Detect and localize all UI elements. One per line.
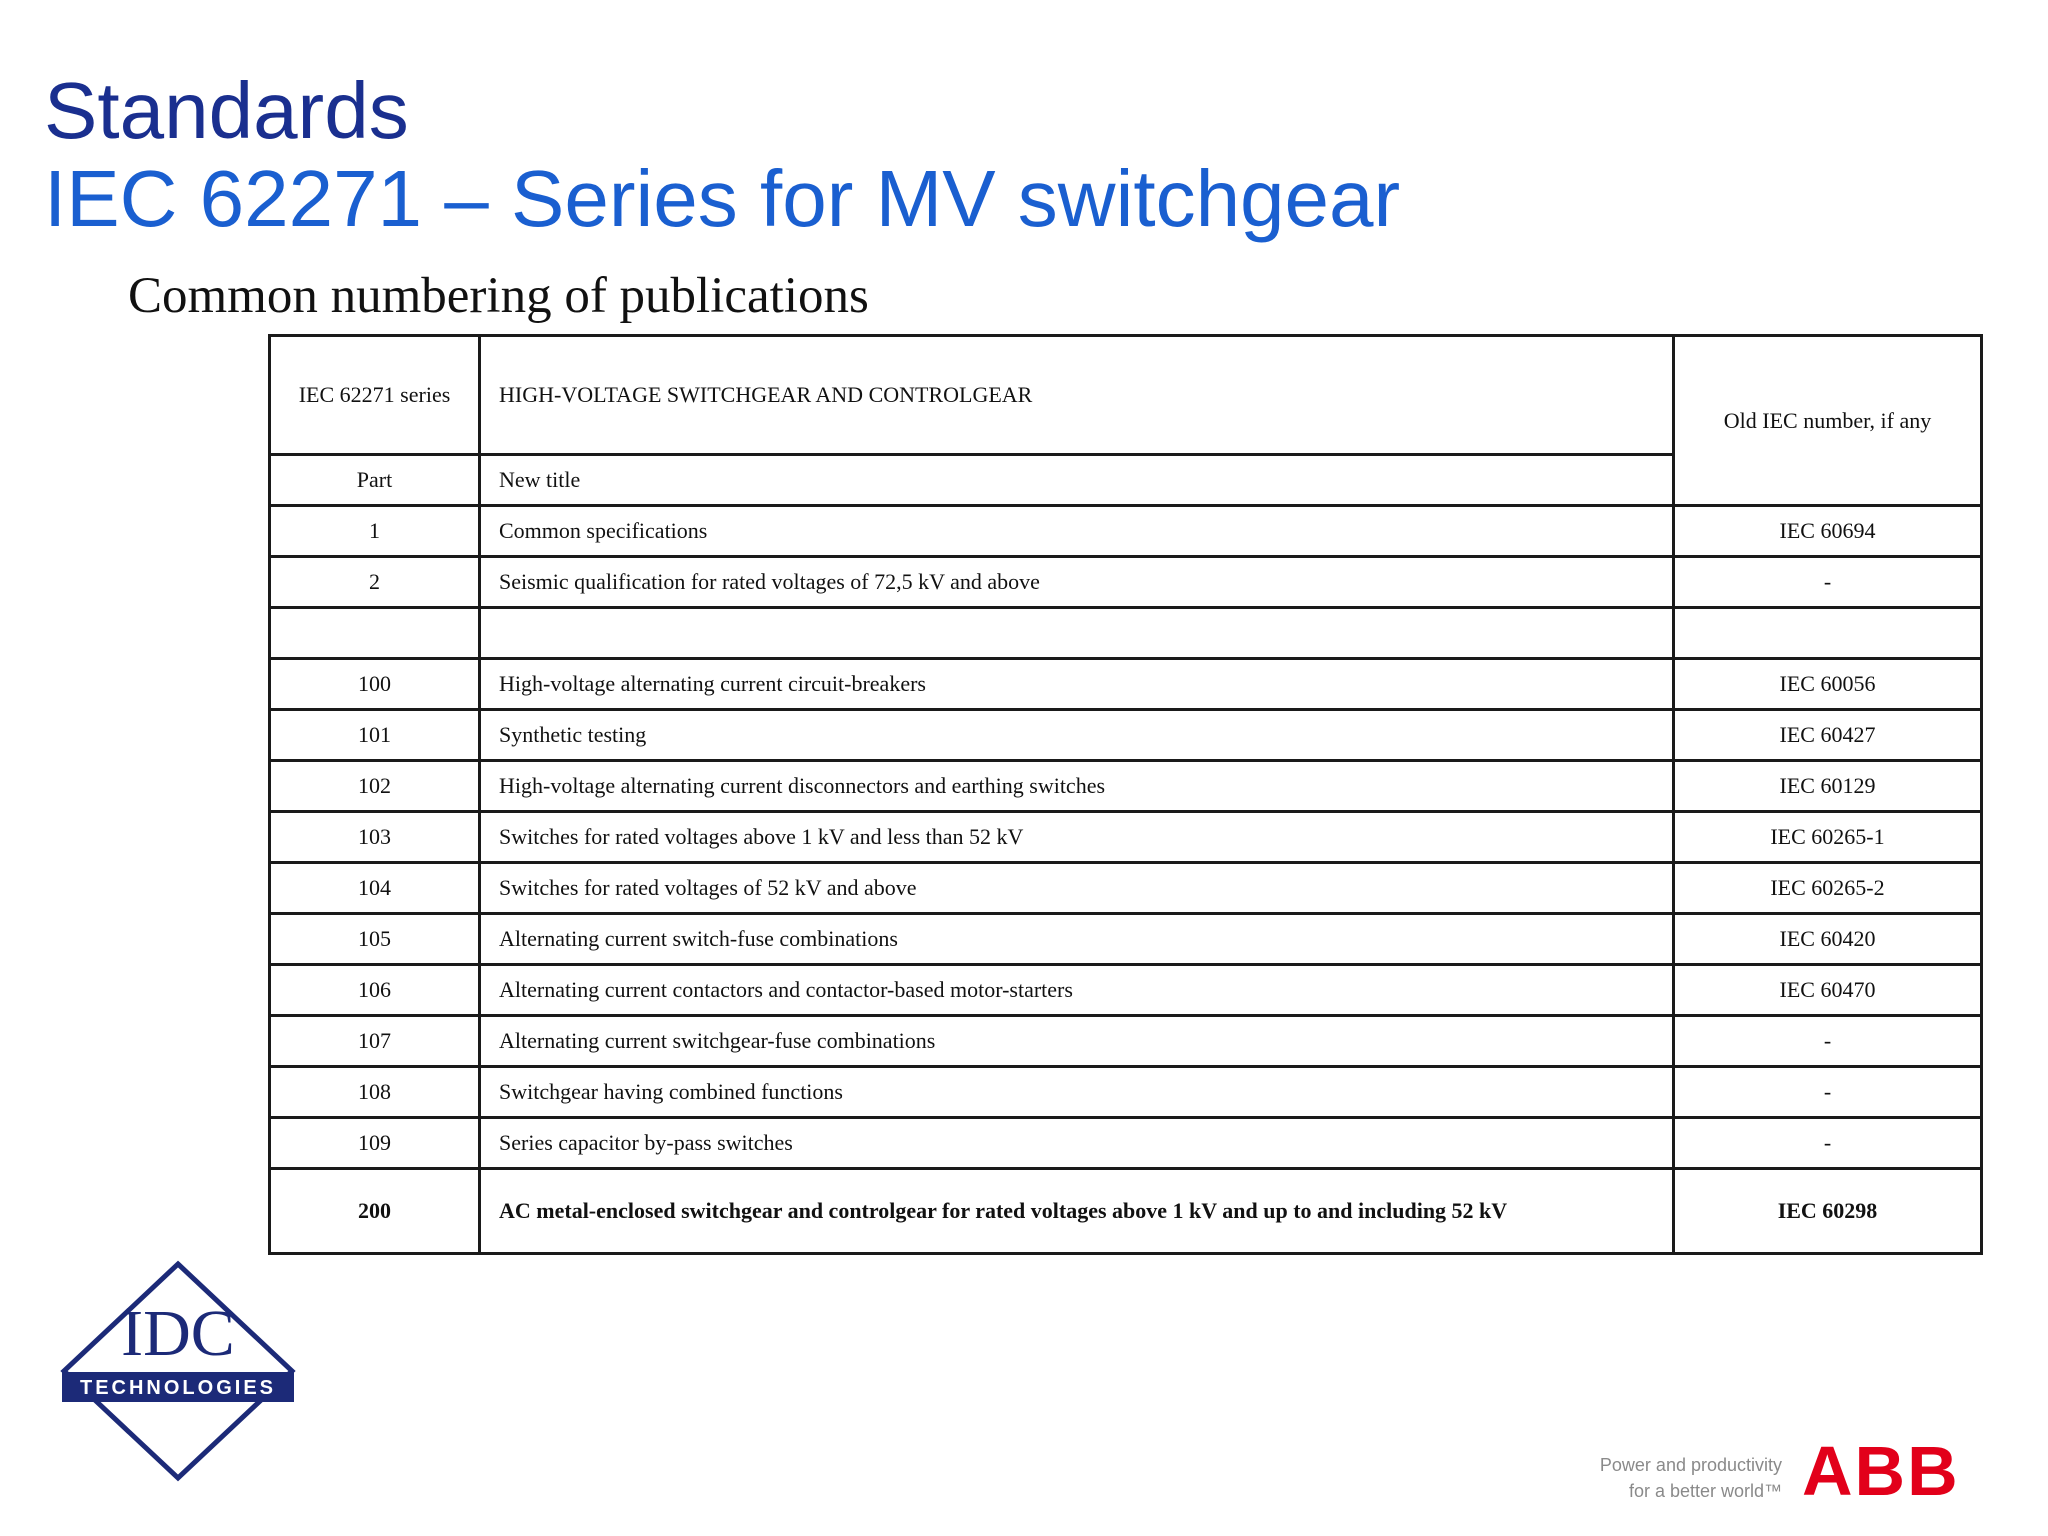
title-cell: Common specifications <box>480 506 1674 557</box>
table-row <box>270 965 1982 1016</box>
part-header-cell: Part <box>270 455 480 506</box>
old-number-cell <box>1674 608 1982 659</box>
old-number-cell: IEC 60129 <box>1674 761 1982 812</box>
part-cell: 200 <box>270 1169 480 1254</box>
table-row <box>270 761 1982 812</box>
old-number-cell: IEC 60694 <box>1674 506 1982 557</box>
table-row <box>270 659 1982 710</box>
title-cell: Switchgear having combined functions <box>480 1067 1674 1118</box>
table-row <box>270 914 1982 965</box>
title-cell: Seismic qualification for rated voltages of 72,5 kV and above <box>480 557 1674 608</box>
part-cell: 106 <box>270 965 480 1016</box>
table-row <box>270 812 1982 863</box>
part-cell: 104 <box>270 863 480 914</box>
old-number-cell: - <box>1674 557 1982 608</box>
part-cell: 2 <box>270 557 480 608</box>
title-cell: AC metal-enclosed switchgear and controlgear for rated voltages above 1 kV and up to and including 52 kV <box>480 1169 1674 1254</box>
table-row <box>270 1169 1982 1254</box>
page-subtitle-heading: IEC 62271 – Series for MV switchgear <box>44 154 1401 243</box>
abb-tagline-line1: Power and productivity <box>1599 1455 1782 1475</box>
series-label-cell: IEC 62271 series <box>270 336 480 455</box>
new-title-header-cell: New title <box>480 455 1674 506</box>
old-number-cell: IEC 60298 <box>1674 1169 1982 1254</box>
part-cell: 108 <box>270 1067 480 1118</box>
abb-tagline-line2: for a better world™ <box>1628 1481 1782 1501</box>
part-cell: 101 <box>270 710 480 761</box>
title-cell: High-voltage alternating current disconnectors and earthing switches <box>480 761 1674 812</box>
idc-logo-text: IDC <box>121 1297 235 1370</box>
title-cell <box>480 608 1674 659</box>
part-cell: 100 <box>270 659 480 710</box>
title-cell: High-voltage alternating current circuit-breakers <box>480 659 1674 710</box>
table-row <box>270 1067 1982 1118</box>
title-cell: Series capacitor by-pass switches <box>480 1118 1674 1169</box>
table-row-empty <box>270 608 1982 659</box>
title-cell: Switches for rated voltages above 1 kV and less than 52 kV <box>480 812 1674 863</box>
old-number-cell: - <box>1674 1118 1982 1169</box>
old-number-cell: IEC 60420 <box>1674 914 1982 965</box>
section-heading: Common numbering of publications <box>128 268 869 324</box>
part-cell: 103 <box>270 812 480 863</box>
part-cell: 109 <box>270 1118 480 1169</box>
publications-table <box>268 334 1983 1255</box>
table-row <box>270 1118 1982 1169</box>
abb-logo: ABB <box>1802 1432 1960 1510</box>
title-cell: Switches for rated voltages of 52 kV and above <box>480 863 1674 914</box>
table-row <box>270 506 1982 557</box>
title-cell: Alternating current switchgear-fuse combinations <box>480 1016 1674 1067</box>
old-number-cell: IEC 60470 <box>1674 965 1982 1016</box>
table-row <box>270 1016 1982 1067</box>
old-number-cell: - <box>1674 1067 1982 1118</box>
part-cell <box>270 608 480 659</box>
old-number-cell: IEC 60265-1 <box>1674 812 1982 863</box>
old-number-cell: IEC 60427 <box>1674 710 1982 761</box>
group-title-cell: HIGH-VOLTAGE SWITCHGEAR AND CONTROLGEAR <box>480 336 1674 455</box>
table-header-row <box>270 336 1982 455</box>
part-cell: 1 <box>270 506 480 557</box>
old-number-cell: IEC 60265-2 <box>1674 863 1982 914</box>
idc-technologies-logo <box>58 1260 298 1482</box>
old-number-header-cell: Old IEC number, if any <box>1674 336 1982 506</box>
idc-logo-subtext: TECHNOLOGIES <box>79 1377 277 1399</box>
title-cell: Synthetic testing <box>480 710 1674 761</box>
title-cell: Alternating current contactors and contactor-based motor-starters <box>480 965 1674 1016</box>
title-cell: Alternating current switch-fuse combinations <box>480 914 1674 965</box>
old-number-cell: IEC 60056 <box>1674 659 1982 710</box>
part-cell: 102 <box>270 761 480 812</box>
part-cell: 107 <box>270 1016 480 1067</box>
abb-tagline <box>1558 1452 1782 1504</box>
table-row <box>270 863 1982 914</box>
table-row <box>270 557 1982 608</box>
page-title: Standards <box>44 66 409 155</box>
old-number-cell: - <box>1674 1016 1982 1067</box>
table-row <box>270 710 1982 761</box>
part-cell: 105 <box>270 914 480 965</box>
